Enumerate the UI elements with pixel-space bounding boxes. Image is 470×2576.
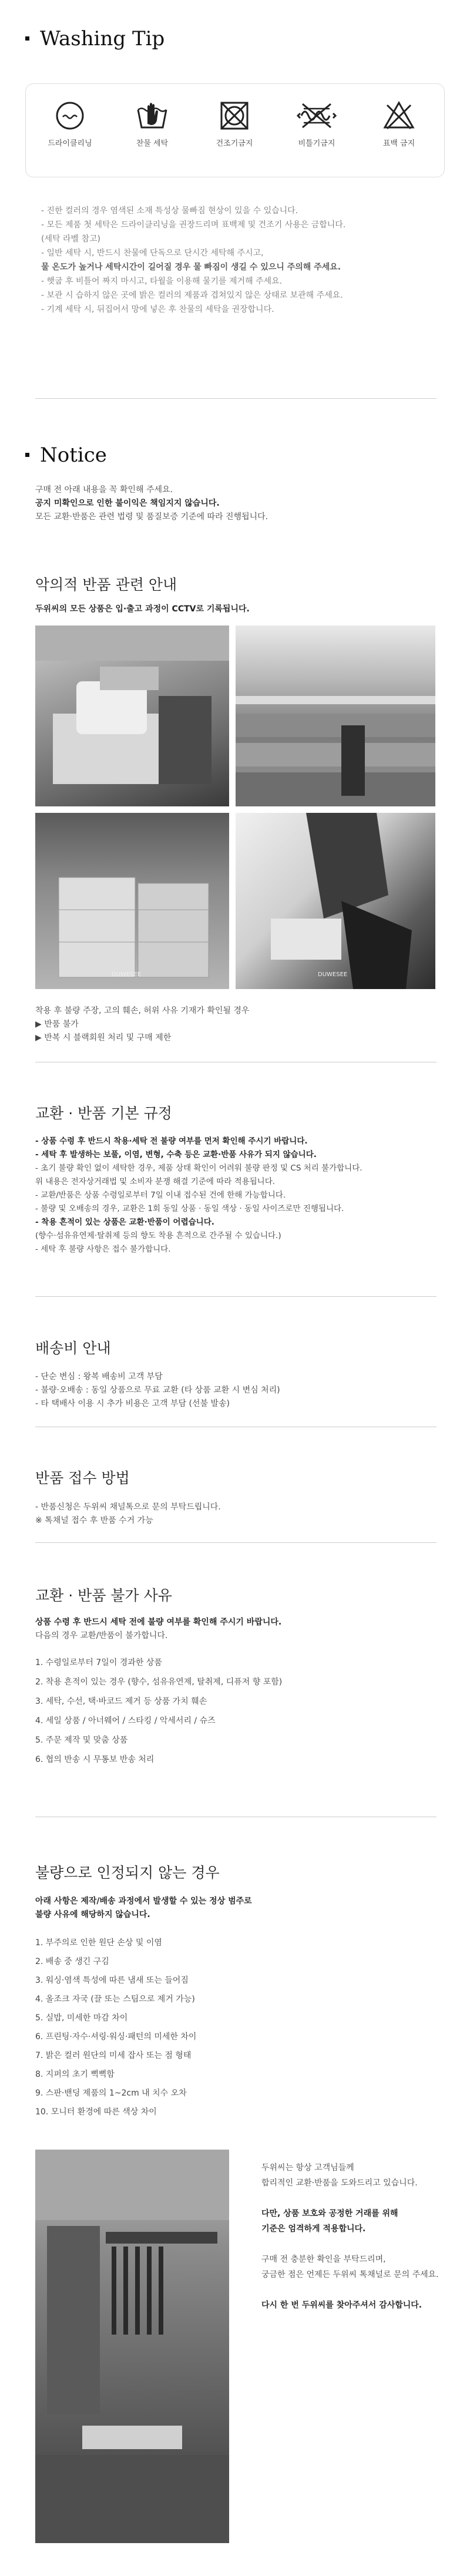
- tip-line: - 모든 제품 첫 세탁은 드라이클리닝을 권장드리며 표백제 및 건조기 사용은 금합니다.: [41, 220, 346, 230]
- tip-line: - 진한 컬러의 경우 염색된 소재 특성상 물빠짐 현상이 있을 수 있습니다.: [41, 206, 298, 216]
- square-bullet-icon: [25, 36, 29, 41]
- divider: [35, 1542, 437, 1543]
- care-label: 건조기금지: [216, 139, 253, 148]
- care-item-dry-clean: [35, 100, 105, 148]
- store-interior-photo: [35, 2150, 229, 2543]
- dry-clean-icon: [55, 100, 85, 131]
- not-defect-list: 1. 부주의로 인한 원단 손상 및 이염 2. 배송 중 생긴 구김 3. 워싱·염색 특성에 따른 냄새 또는 들어짐 4. 올조크 자국 (끌 또는 스팀으로 제거 가능) 5. 실밥, 미세한 마감 차이 6. 프린팅·자수·셔링·워싱·패턴의 미세한 차이 7. 밝은 컬러 원단의 미세 잡사 또는 점 형태 8. 지퍼의 초기 뻑뻑함 9. 스판·밴딩 제품의 1~2cm 내 치수 오차 10. 모니터 환경에 따른 색상 차이: [35, 1938, 197, 2117]
- care-label: 찬물 세탁: [136, 139, 169, 148]
- shipping-title: 배송비 안내: [35, 1340, 111, 1357]
- square-bullet-icon: [25, 453, 29, 457]
- basic-rules-list: - 상품 수령 후 반드시 착용·세탁 전 불량 여부를 먼저 확인해 주시기 바랍니다. - 세탁 후 발생하는 보풀, 이염, 변형, 수축 등은 교환·반품 사유가 되지 않습니다. - 초기 불량 확인 없이 세탁한 경우, 제품 상태 확인이 어려워 불량 판정 및 CS 처리 불가합니다. 위 내용은 전자상거래법 및 소비자 분쟁 해결 기준에 따라 적용됩니다. - 교환/반품은 상품 수령일로부터 7일 이내 접수된 건에 한해 가능합니다. - 불량 및 오배송의 경우, 교환은 1회 동일 상품 · 동일 색상 · 동일 사이즈로만 진행됩니다. - 착용 흔적이 있는 상품은 교환·반품이 어렵습니다. (향수·섬유유연제·탈취제 등의 향도 착용 흔적으로 간주될 수 있습니다.) - 세탁 후 불량 사항은 접수 불가합니다.: [35, 1136, 362, 1254]
- tip-line: - 기계 세탁 시, 뒤집어서 망에 넣은 후 찬물의 세탁을 권장합니다.: [41, 305, 274, 314]
- sewing-machine-illustration: [35, 625, 229, 806]
- care-item-hand-wash: [117, 100, 187, 148]
- return-receipt-title: 반품 접수 방법: [35, 1469, 130, 1487]
- unavailable-title: 교환 · 반품 불가 사유: [35, 1587, 172, 1604]
- cctv-notice: 두위씨의 모든 상품은 입·출고 과정이 CCTV로 기록됩니다.: [35, 604, 250, 614]
- washing-tip-title: Washing Tip: [25, 27, 164, 51]
- care-item-no-bleach: [364, 100, 434, 148]
- tip-line: - 보관 시 습하지 않은 곳에 밝은 컬러의 제품과 겹쳐있지 않은 상태로 보관해 주세요.: [41, 291, 343, 300]
- return-receipt-list: - 반품신청은 두위씨 채널톡으로 문의 부탁드립니다. ※ 톡채널 접수 후 반품 수거 가능: [35, 1502, 221, 1525]
- care-item-no-wring: [281, 100, 352, 148]
- hand-wash-icon: [136, 100, 169, 131]
- not-defect-title: 불량으로 인정되지 않는 경우: [35, 1864, 220, 1881]
- care-icons-card: [25, 83, 445, 177]
- malicious-return-title: 악의적 반품 관련 안내: [35, 576, 177, 593]
- divider: [35, 398, 437, 399]
- divider: [35, 1296, 437, 1297]
- no-tumble-dry-icon: [219, 100, 250, 131]
- washing-tips-list: [41, 204, 441, 317]
- care-label: 표백 금지: [382, 139, 415, 148]
- warehouse-photo-4: [236, 813, 435, 989]
- tip-line: 물 온도가 높거나 세탁시간이 길어질 경우 물 빠짐이 생길 수 있으니 주의해 주세요.: [41, 263, 341, 272]
- care-item-no-tumble-dry: [199, 100, 270, 148]
- notice-intro: 구매 전 아래 내용을 꼭 확인해 주세요. 공지 미확인으로 인한 불이익은 책임지지 않습니다. 모든 교환·반품은 관련 법령 및 품질보증 기준에 따라 진행됩니다.: [35, 485, 268, 522]
- worker-illustration: [236, 813, 435, 989]
- watermark: DUWESEE: [318, 971, 348, 978]
- store-interior-illustration: [35, 2150, 229, 2543]
- warehouse-photo-2: [236, 625, 435, 806]
- boxes-illustration: [35, 813, 229, 989]
- unavailable-intro: 상품 수령 후 반드시 세탁 전에 불량 여부를 확인해 주시기 바랍니다. 다음의 경우 교환/반품이 불가합니다.: [35, 1617, 282, 1640]
- no-wring-icon: [297, 100, 337, 131]
- shipping-list: - 단순 변심 : 왕복 배송비 고객 부담 - 불량·오배송 : 동일 상품으로 무료 교환 (타 상품 교환 시 변심 처리) - 타 택배사 이용 시 추가 비용은 고객 부담 (선불 발송): [35, 1372, 280, 1408]
- warehouse-photo-1: [35, 625, 229, 806]
- warehouse-shelves-illustration: [236, 625, 435, 806]
- unavailable-list: 1. 수령일로부터 7일이 경과한 상품 2. 착용 흔적이 있는 경우 (향수, 섬유유연제, 탈취제, 디퓨저 향 포함) 3. 세탁, 수선, 택·바코드 제거 등 상품 가치 훼손 4. 세일 상품 / 아너웨어 / 스타킹 / 악세서리 / 슈즈 5. 주문 제작 및 맞춤 상품 6. 협의 반송 시 무통보 반송 처리: [35, 1658, 283, 1764]
- watermark: DUWESEE: [112, 971, 142, 978]
- tip-line: (세탁 라벨 참고): [41, 234, 100, 244]
- tip-line: - 햇굽 후 비틀어 짜지 마시고, 타월을 이용해 물기를 제거해 주세요.: [41, 277, 283, 286]
- malicious-consequence: 착용 후 불량 주장, 고의 훼손, 허위 사유 기재가 확인될 경우 ▶ 반품 불가 ▶ 반복 시 블랙회원 처리 및 구매 제한: [35, 1006, 250, 1042]
- not-defect-intro: 아래 사항은 제작/배송 과정에서 발생할 수 있는 정상 범주로 불량 사유에 해당하지 않습니다.: [35, 1896, 252, 1919]
- care-label: 비틀기금지: [298, 139, 335, 148]
- closing-message: 두위씨는 항상 고객님들께 합리적인 교환·반품을 도와드리고 있습니다. 다만, 상품 보호와 공정한 거래를 위해 기준은 엄격하게 적용합니다. 구매 전 충분한 확인을 부탁드리며, 궁금한 점은 언제든 두위씨 톡채널로 문의 주세요. 다시 한 번 두위씨를 찾아주셔서 감사합니다.: [261, 2163, 439, 2310]
- no-bleach-icon: [382, 100, 415, 131]
- tip-line: - 일반 세탁 시, 반드시 찬물에 단독으로 단시간 세탁해 주시고,: [41, 248, 264, 258]
- care-label: 드라이클리닝: [48, 139, 92, 148]
- notice-title: Notice: [25, 443, 107, 467]
- basic-rules-title: 교환 · 반품 기본 규정: [35, 1105, 172, 1122]
- warehouse-photo-3: [35, 813, 229, 989]
